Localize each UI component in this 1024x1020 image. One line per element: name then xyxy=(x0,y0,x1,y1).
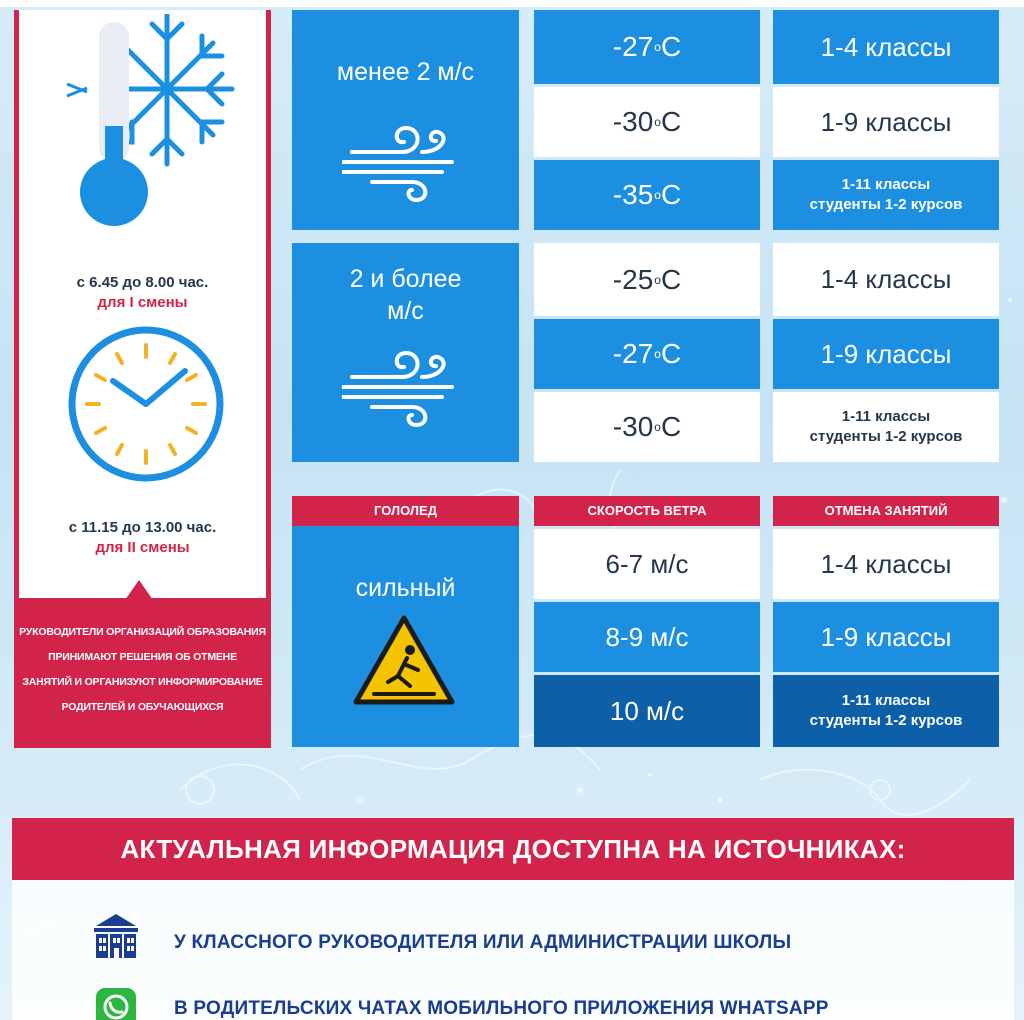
wind-speed-label: менее 2 м/с xyxy=(336,58,475,86)
classes-cell xyxy=(773,392,999,462)
temp-cell xyxy=(534,160,760,230)
temp-unit: C xyxy=(660,31,682,62)
header-ice: ГОЛОЛЕД xyxy=(292,496,519,526)
temp-unit: C xyxy=(660,179,682,210)
wind-speed-cell: 8-9 м/с xyxy=(534,602,760,672)
temp-cell xyxy=(534,392,760,462)
source-item: В РОДИТЕЛЬСКИХ ЧАТАХ МОБИЛЬНОГО ПРИЛОЖЕНИЯ WHATSAPP xyxy=(174,998,829,1019)
classes-line: 1-11 классы xyxy=(841,176,931,193)
temp-value: -30 xyxy=(612,106,654,137)
notice-line: ЗАНЯТИЙ И ОРГАНИЗУЮТ ИНФОРМИРОВАНИЕ xyxy=(22,676,263,688)
wind-speed-label: м/с xyxy=(387,297,424,325)
notice-line: РОДИТЕЛЕЙ И ОБУЧАЮЩИХСЯ xyxy=(61,701,224,713)
shift1-label: для I смены xyxy=(97,294,188,311)
ice-level-label: сильный xyxy=(355,574,456,602)
temp-cell xyxy=(534,319,760,389)
header-wind-speed: СКОРОСТЬ ВЕТРА xyxy=(534,496,760,526)
degree-mark: o xyxy=(654,40,661,54)
classes-cell: 1-9 классы xyxy=(773,602,999,672)
wind-icon xyxy=(342,347,462,427)
left-info-panel xyxy=(14,10,271,600)
top-edge xyxy=(0,0,1024,7)
ice-level-panel xyxy=(292,526,519,747)
sources-list xyxy=(12,880,1014,1020)
temp-cell xyxy=(534,87,760,157)
wind-panel-high xyxy=(292,243,519,462)
degree-mark: o xyxy=(654,272,661,287)
temp-unit: C xyxy=(660,263,682,295)
temp-cell xyxy=(534,10,760,84)
temp-unit: C xyxy=(660,338,682,369)
classes-cell: 1-4 классы xyxy=(773,10,999,84)
classes-cell xyxy=(773,675,999,747)
classes-cell: 1-4 классы xyxy=(773,529,999,599)
degree-mark: o xyxy=(654,115,661,129)
classes-line: студенты 1-2 курсов xyxy=(809,712,963,729)
wind-icon xyxy=(342,122,462,202)
wind-speed-cell: 6-7 м/с xyxy=(534,529,760,599)
classes-cell xyxy=(773,160,999,230)
notice-line: ПРИНИМАЮТ РЕШЕНИЯ ОБ ОТМЕНЕ xyxy=(48,651,237,663)
wind-panel-low xyxy=(292,10,519,230)
wind-speed-label: 2 и более xyxy=(349,265,462,293)
header-cancel: ОТМЕНА ЗАНЯТИЙ xyxy=(773,496,999,526)
temp-value: -25 xyxy=(612,263,654,295)
classes-cell: 1-4 классы xyxy=(773,243,999,316)
whatsapp-icon xyxy=(96,988,136,1020)
shift1-time: с 6.45 до 8.00 час. xyxy=(76,274,209,291)
degree-mark: o xyxy=(654,347,661,361)
notice-line: РУКОВОДИТЕЛИ ОРГАНИЗАЦИЙ ОБРАЗОВАНИЯ xyxy=(19,626,266,638)
classes-cell: 1-9 классы xyxy=(773,87,999,157)
shift2-label: для II смены xyxy=(95,539,190,556)
degree-mark: o xyxy=(654,188,661,202)
classes-cell: 1-9 классы xyxy=(773,319,999,389)
temp-unit: C xyxy=(660,106,682,137)
notice-box xyxy=(14,598,271,748)
clock-icon xyxy=(67,325,225,483)
shift2-time: с 11.15 до 13.00 час. xyxy=(68,519,217,536)
temp-unit: C xyxy=(660,411,682,442)
classes-line: 1-11 классы xyxy=(841,692,931,709)
classes-line: студенты 1-2 курсов xyxy=(809,428,963,445)
wind-speed-cell: 10 м/с xyxy=(534,675,760,747)
temp-cell xyxy=(534,243,760,316)
temp-value: -27 xyxy=(612,338,654,369)
sources-banner: АКТУАЛЬНАЯ ИНФОРМАЦИЯ ДОСТУПНА НА ИСТОЧНИКАХ: xyxy=(12,818,1014,880)
source-item: У КЛАССНОГО РУКОВОДИТЕЛЯ ИЛИ АДМИНИСТРАЦИИ ШКОЛЫ xyxy=(174,932,792,953)
temp-value: -35 xyxy=(612,179,654,210)
temp-value: -27 xyxy=(612,31,654,62)
degree-mark: o xyxy=(654,420,661,434)
temp-value: -30 xyxy=(612,411,654,442)
slippery-warning-icon xyxy=(352,614,456,706)
classes-line: 1-11 классы xyxy=(841,408,931,425)
school-building-icon xyxy=(92,914,140,958)
classes-line: студенты 1-2 курсов xyxy=(809,196,963,213)
notice-pointer xyxy=(125,580,153,600)
thermometer-snowflake-icon xyxy=(57,14,243,228)
